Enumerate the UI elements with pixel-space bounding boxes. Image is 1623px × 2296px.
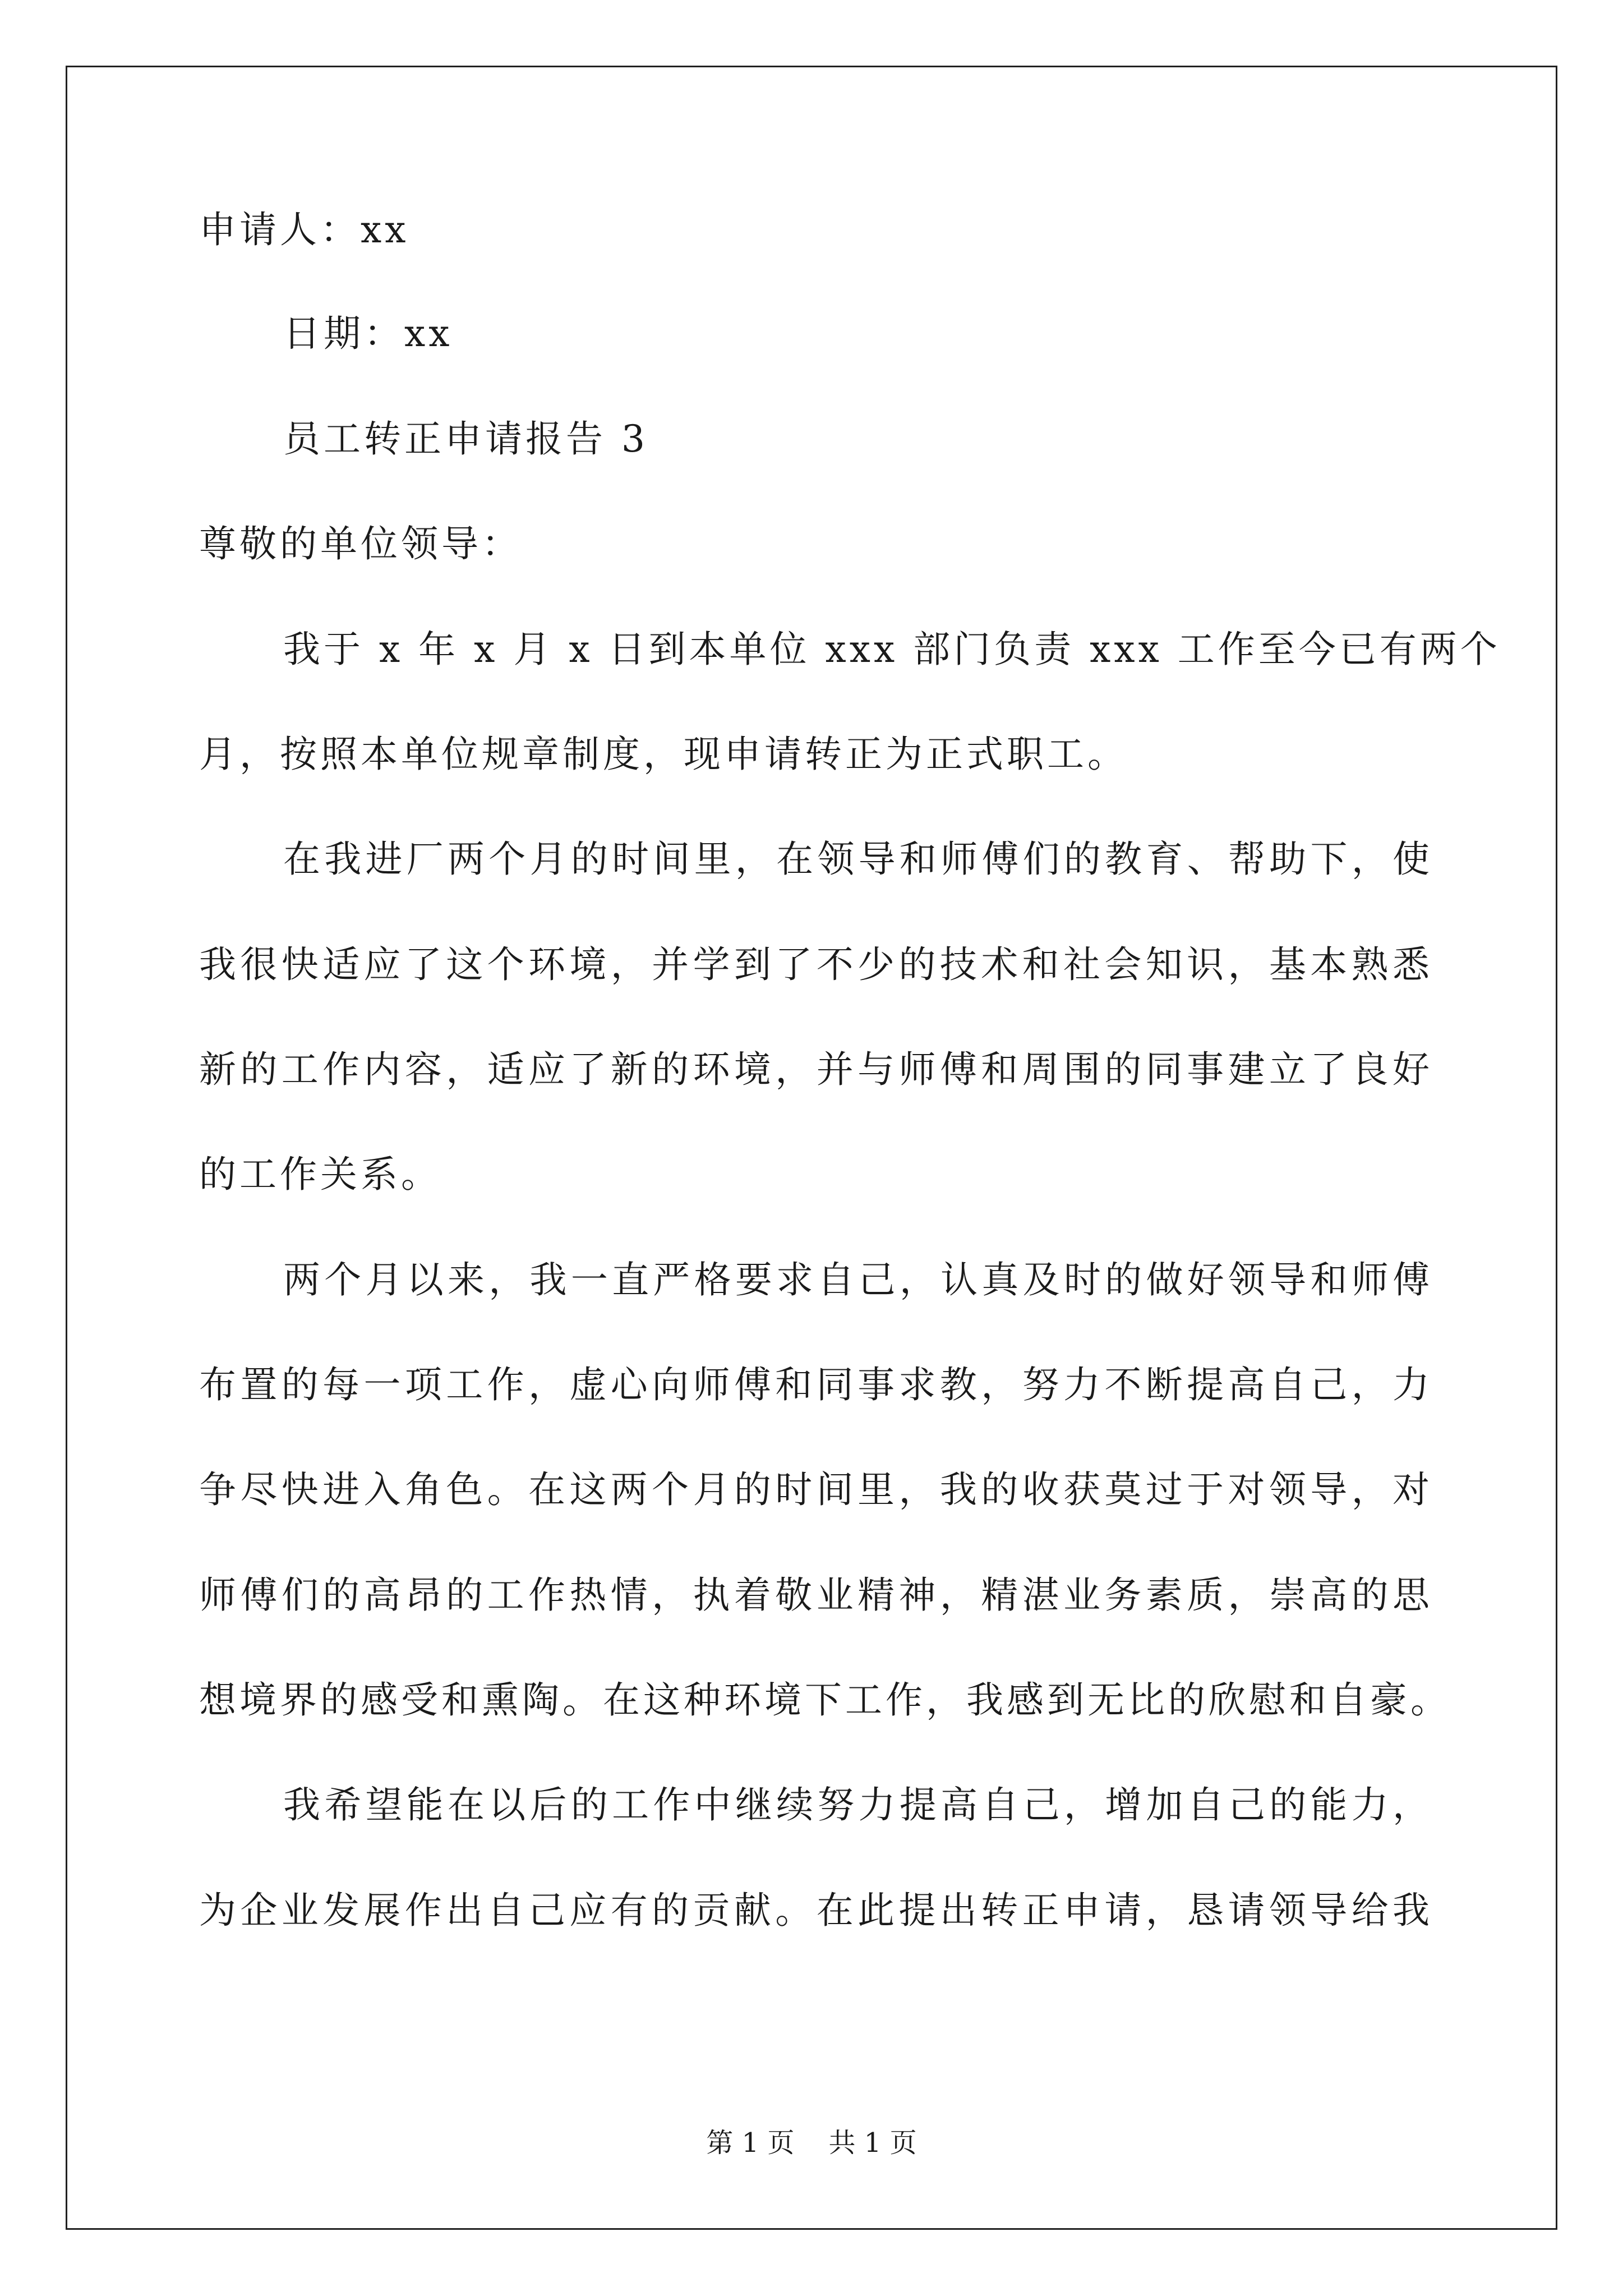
paragraph-4-line-2: 为企业发展作出自己应有的贡献。在此提出转正申请，恳请领导给我	[199, 1889, 1433, 1932]
paragraph-2-line-4: 的工作关系。	[199, 1153, 441, 1196]
paragraph-2-line-3: 新的工作内容，适应了新的环境，并与师傅和周围的同事建立了良好	[199, 1048, 1433, 1091]
section-title: 员工转正申请报告 3	[283, 417, 648, 461]
paragraph-3-line-4: 师傅们的高昂的工作热情，执着敬业精神，精湛业务素质，崇高的思	[199, 1573, 1433, 1617]
paragraph-4-line-1: 我希望能在以后的工作中继续努力提高自己，增加自己的能力，	[283, 1783, 1433, 1826]
salutation: 尊敬的单位领导：	[199, 522, 522, 565]
paragraph-2-line-1: 在我进厂两个月的时间里，在领导和师傅们的教育、帮助下，使	[283, 838, 1433, 881]
page-footer: 第 1 页 共 1 页	[706, 2127, 917, 2159]
date-line: 日期：xx	[283, 312, 453, 355]
paragraph-1-line-2: 月，按照本单位规章制度，现申请转正为正式职工。	[199, 733, 1128, 776]
paragraph-2-line-2: 我很快适应了这个环境，并学到了不少的技术和社会知识，基本熟悉	[199, 943, 1433, 986]
paragraph-3-line-5: 想境界的感受和熏陶。在这种环境下工作，我感到无比的欣慰和自豪。	[199, 1678, 1451, 1722]
paragraph-3-line-1: 两个月以来，我一直严格要求自己，认真及时的做好领导和师傅	[283, 1258, 1433, 1301]
paragraph-3-line-3: 争尽快进入角色。在这两个月的时间里，我的收获莫过于对领导，对	[199, 1468, 1433, 1511]
paragraph-1-line-1: 我于 x 年 x 月 x 日到本单位 xxx 部门负责 xxx 工作至今已有两个	[283, 628, 1501, 671]
applicant-line: 申请人：xx	[199, 208, 409, 251]
paragraph-3-line-2: 布置的每一项工作，虚心向师傅和同事求教，努力不断提高自己，力	[199, 1363, 1433, 1406]
